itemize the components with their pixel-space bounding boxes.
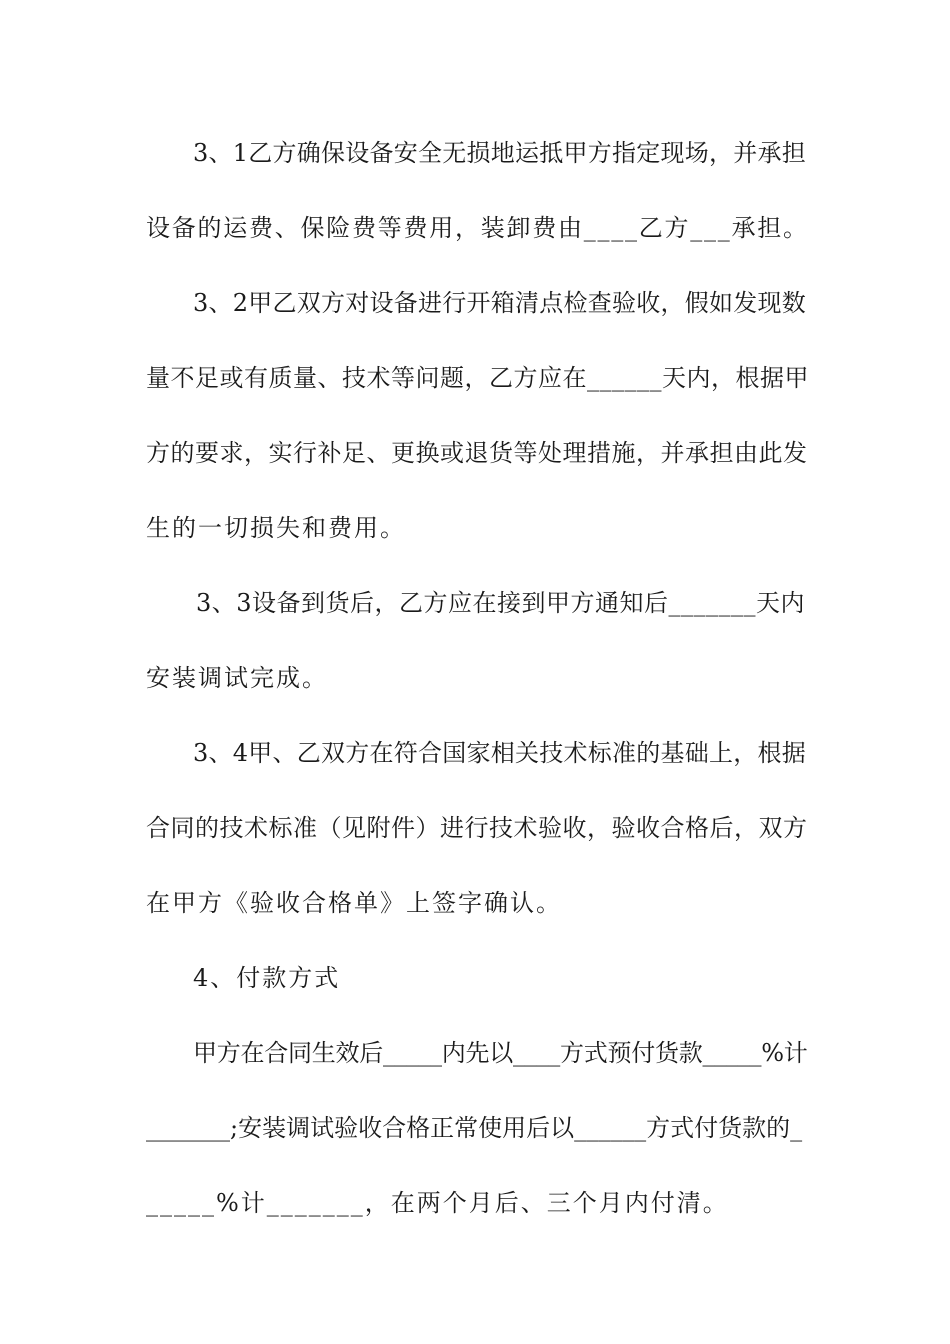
text-line-7: 3、3设备到货后，乙方应在接到甲方通知后_______天内 xyxy=(196,589,806,617)
text-line-3: 3、2甲乙双方对设备进行开箱清点检查验收，假如发现数 xyxy=(193,289,807,317)
text-line-15: _____%计_______，在两个月后、三个月内付清。 xyxy=(146,1189,729,1217)
text-line-4: 量不足或有质量、技术等问题，乙方应在______天内，根据甲 xyxy=(146,364,809,392)
text-line-11: 在甲方《验收合格单》上签字确认。 xyxy=(146,889,562,917)
text-line-14: _______;安装调试验收合格正常使用后以______方式付货款的_ xyxy=(146,1114,803,1142)
text-line-10: 合同的技术标准（见附件）进行技术验收，验收合格后，双方 xyxy=(146,814,808,842)
text-line-13: 甲方在合同生效后_____内先以____方式预付货款_____%计 xyxy=(193,1039,808,1067)
text-line-9: 3、4甲、乙双方在符合国家相关技术标准的基础上，根据 xyxy=(193,739,807,767)
text-line-6: 生的一切损失和费用。 xyxy=(146,514,406,542)
text-line-1: 3、1乙方确保设备安全无损地运抵甲方指定现场，并承担 xyxy=(193,139,807,167)
text-line-2: 设备的运费、保险费等费用，装卸费由____乙方___承担。 xyxy=(146,214,809,242)
section-heading-payment: 4、付款方式 xyxy=(193,964,341,992)
text-line-5: 方的要求，实行补足、更换或退货等处理措施，并承担由此发 xyxy=(146,439,808,467)
text-line-8: 安装调试完成。 xyxy=(146,664,328,692)
